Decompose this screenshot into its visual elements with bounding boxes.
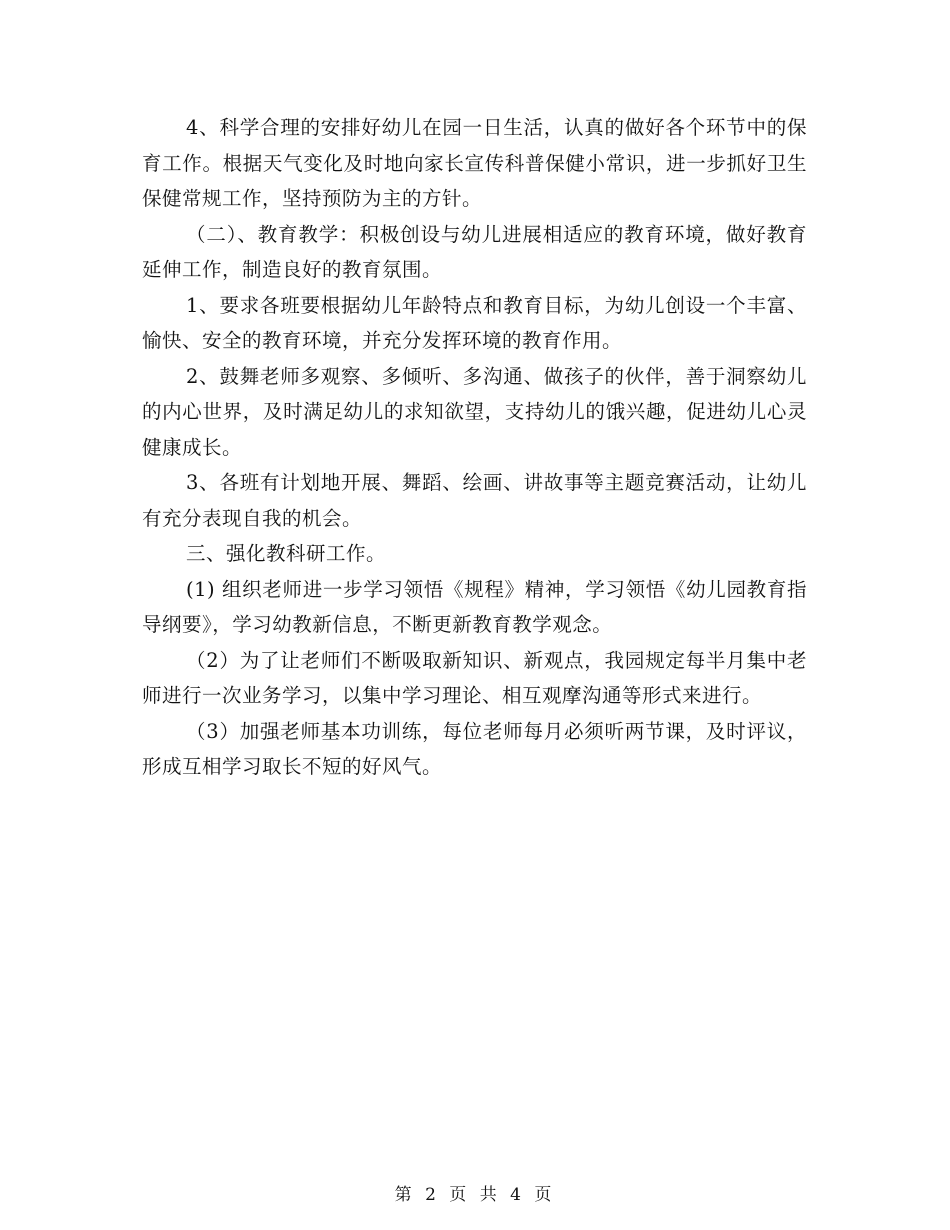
section-heading-research: 三、强化教科研工作。 — [186, 542, 387, 565]
paragraph-biweekly-study: （2）为了让老师们不断吸取新知识、新观点，我园规定每半月集中老师进行一次业务学习，以集中学习理论、相互观摩沟通等形式来进行。 — [142, 648, 807, 707]
paragraph-competitions: 3、各班有计划地开展、舞蹈、绘画、讲故事等主题竞赛活动，让幼儿有充分表现自我的机会。 — [142, 471, 807, 530]
paragraph-health-care: 4、科学合理的安排好幼儿在园一日生活，认真的做好各个环节中的保育工作。根据天气变化及时地向家长宣传科普保健小常识，进一步抓好卫生保健常规工作，坚持预防为主的方针。 — [142, 116, 807, 210]
paragraph-education-section: （二）、教育教学：积极创设与幼儿进展相适应的教育环境，做好教育延伸工作，制造良好的教育氛围。 — [142, 222, 807, 281]
document-body — [142, 110, 807, 785]
paragraph-study-regulations: (1) 组织老师进一步学习领悟《规程》精神，学习领悟《幼儿园教育指导纲要》，学习幼教新信息，不断更新教育教学观念。 — [142, 577, 807, 636]
page-number-footer: 第 2 页 共 4 页 — [394, 1185, 556, 1205]
paragraph-environment: 1、要求各班要根据幼儿年龄特点和教育目标，为幼儿创设一个丰富、愉快、安全的教育环境，并充分发挥环境的教育作用。 — [142, 293, 807, 352]
paragraph-basic-skills: （3）加强老师基本功训练，每位老师每月必须听两节课，及时评议，形成互相学习取长不短的好风气。 — [142, 719, 807, 778]
paragraph-teacher-observation: 2、鼓舞老师多观察、多倾听、多沟通、做孩子的伙伴，善于洞察幼儿的内心世界，及时满足幼儿的求知欲望，支持幼儿的饿兴趣，促进幼儿心灵健康成长。 — [142, 364, 807, 459]
